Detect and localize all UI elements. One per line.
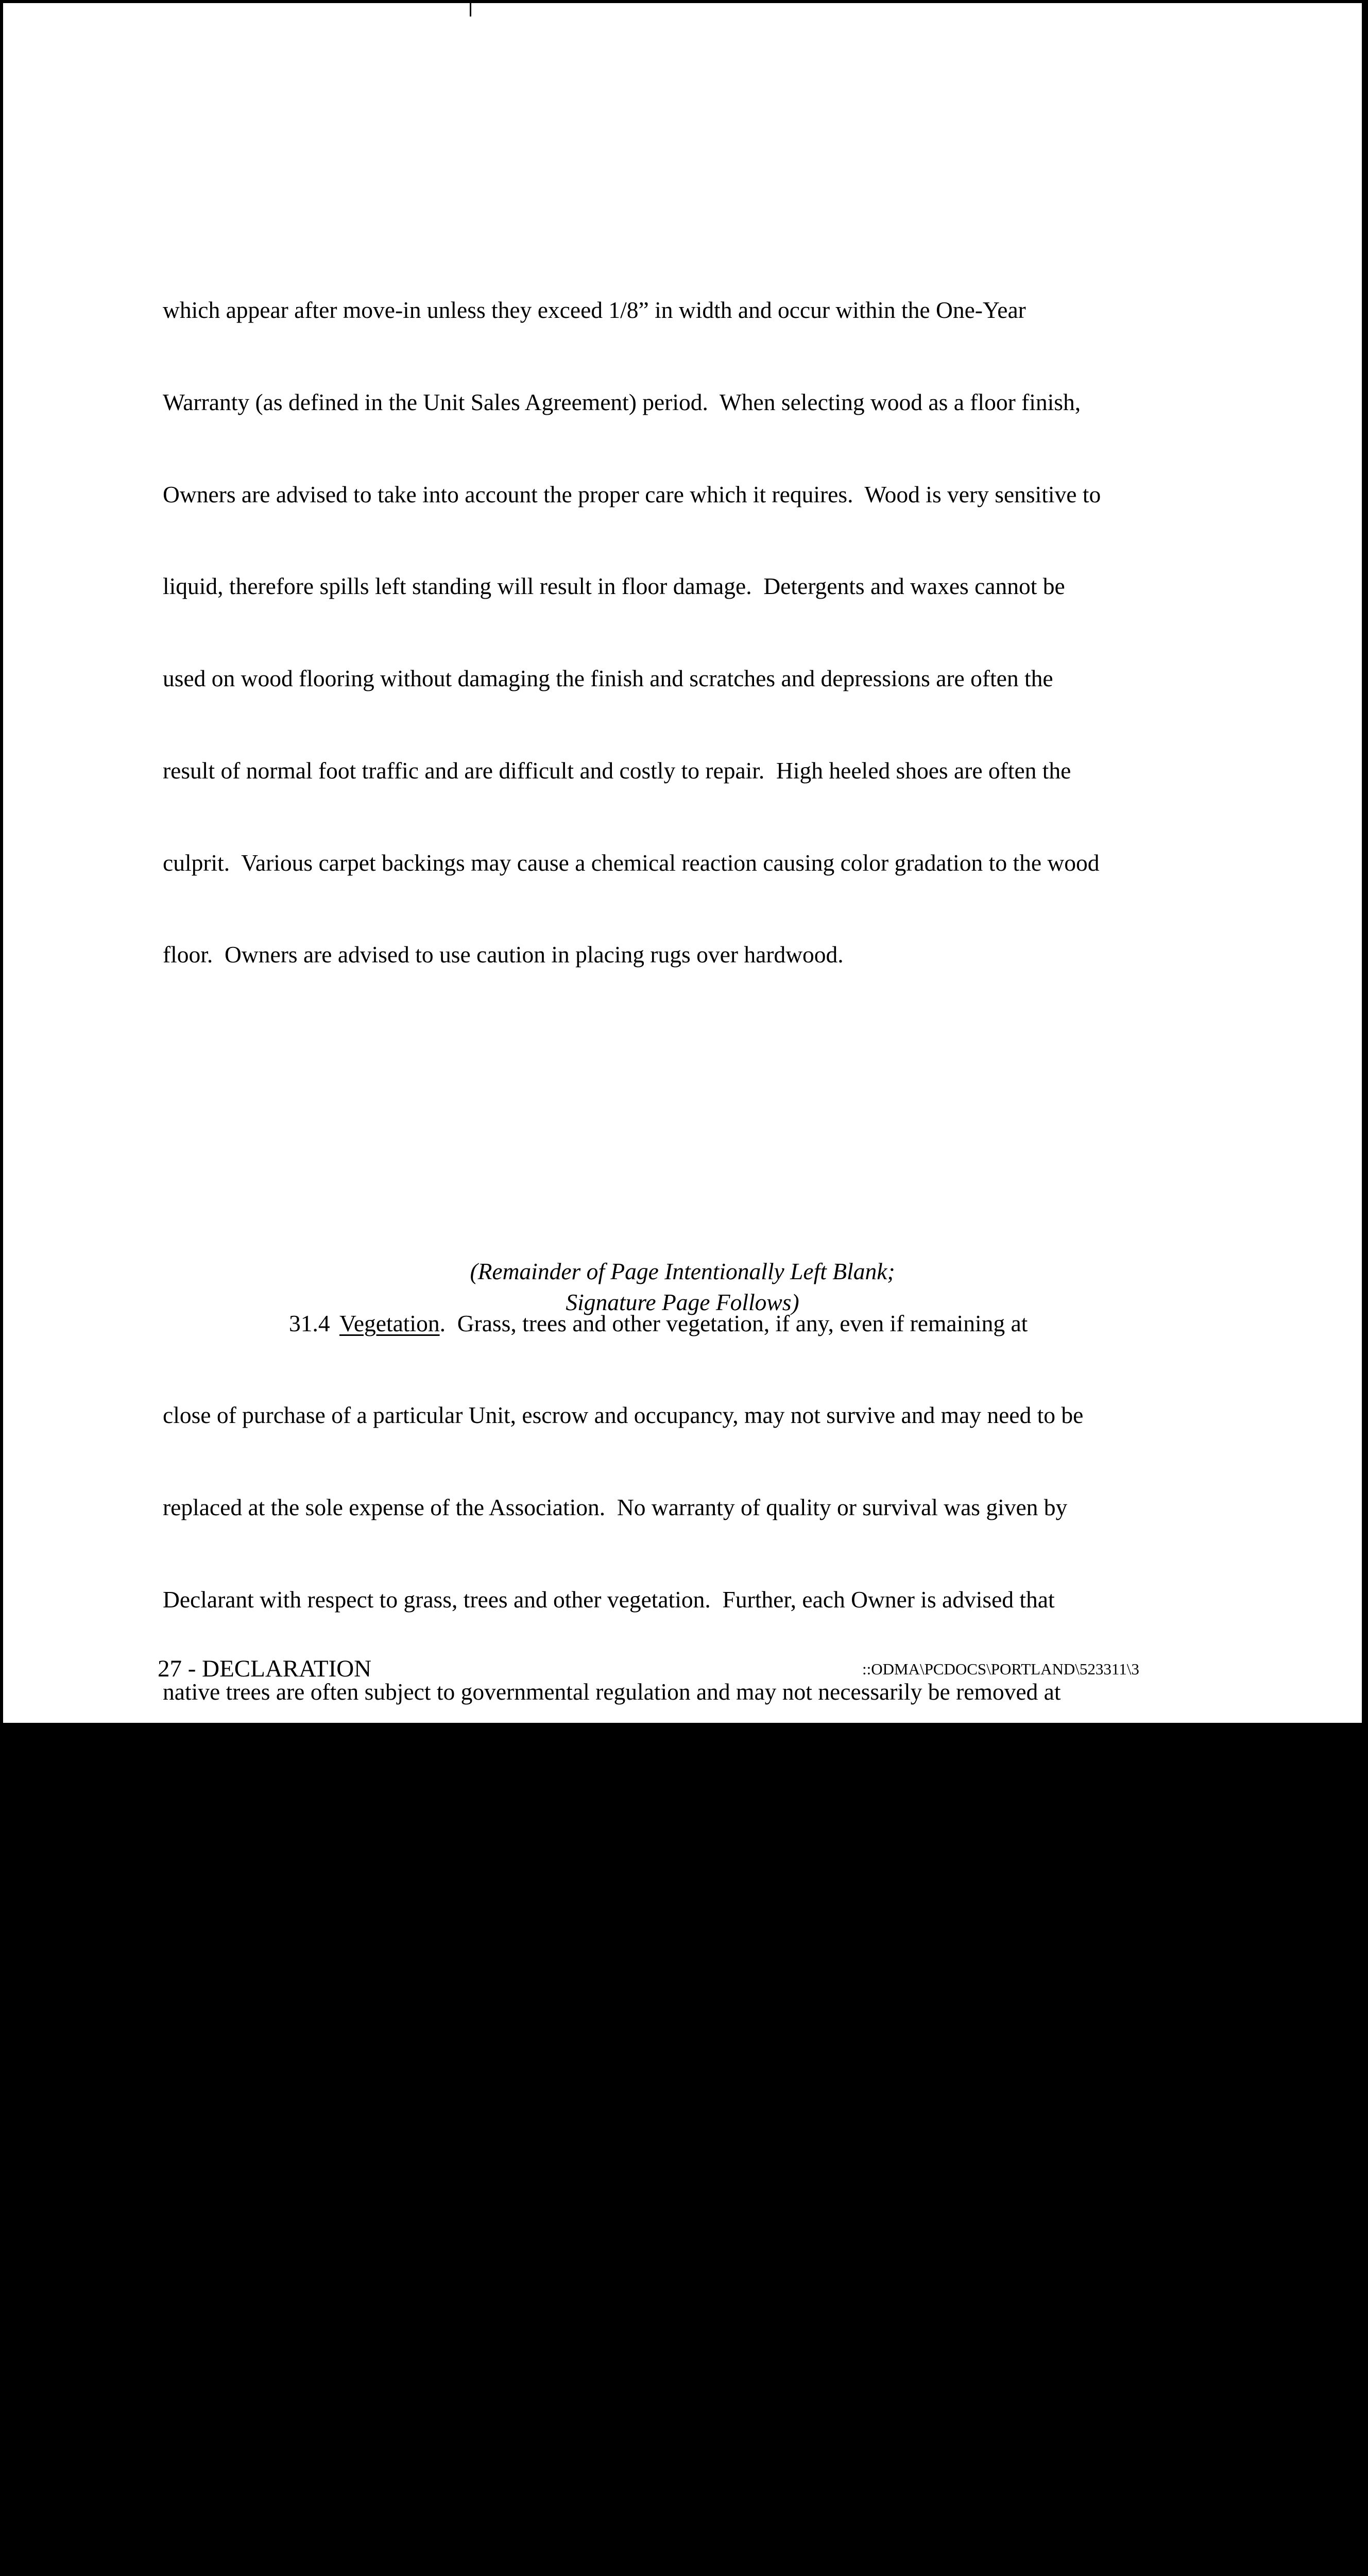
footer-page-label: 27 - DECLARATION xyxy=(158,1655,372,1682)
text-line: Owners are advised to take into account the proper care which it requires. Wood is very sensitive to xyxy=(163,481,1101,507)
text-line: floor. Owners are advised to use caution in placing rugs over hardwood. xyxy=(163,941,844,968)
text-line: Declarant made no warranty regarding soundproofing, transmission of sound between units and/or xyxy=(163,2415,1086,2442)
text-line: used on wood flooring without damaging the finish and scratches and depressions are often the xyxy=(163,665,1053,692)
text-line: liquid, therefore spills left standing will result in floor damage. Detergents and waxes cannot be xyxy=(163,573,1065,600)
section-number: 31.5 xyxy=(289,2139,330,2165)
section-title: Vegetation xyxy=(339,1310,440,1336)
text-line: culprit. Various carpet backings may cause a chemical reaction causing color gradation to the wood xyxy=(163,849,1100,876)
text-line: will. xyxy=(163,1770,206,1797)
paragraph-gap xyxy=(163,1953,1203,1984)
document-page xyxy=(3,3,1362,2534)
text-line: result of normal foot traffic and are difficult and costly to repair. High heeled shoes are often the xyxy=(163,757,1071,784)
section-heading-line xyxy=(163,2137,1203,2168)
section-title: Sound Transmission xyxy=(343,2139,534,2165)
section-heading-text: . Grass, trees and other vegetation, if any, even if remaining at xyxy=(439,1310,1028,1336)
remainder-note-line: Signature Page Follows) xyxy=(566,1289,799,1315)
footer-doc-path: ::ODMA\PCDOCS\PORTLAND\523311\3 xyxy=(862,1660,1139,1678)
document-body xyxy=(163,141,1203,2576)
text-line: that on occasion these sounds are heard in normal conditions with typical noise levels, that xyxy=(163,2323,1012,2350)
section-31-4 xyxy=(163,1246,1203,1860)
text-line: Declarant with respect to grass, trees and other vegetation. Further, each Owner is advised that xyxy=(163,1586,1055,1613)
text-line: which appear after move-in unless they exceed 1/8” in width and occur within the One-Year xyxy=(163,296,1026,323)
remainder-note xyxy=(3,1256,1362,1318)
text-line: native trees are often subject to governmental regulation and may not necessarily be removed at xyxy=(163,1678,1061,1705)
section-number: 31.4 xyxy=(289,1310,330,1336)
text-line: levels or adequacy of sound insulation, and that transmission of sound between Units shall not be xyxy=(163,2507,1075,2534)
scan-mark xyxy=(470,3,471,16)
section-31-5 xyxy=(163,2075,1203,2576)
text-line: acknowledges and agrees that it is normal to experience some transmission of sound between Units, xyxy=(163,2231,1100,2258)
text-line: close of purchase of a particular Unit, escrow and occupancy, may not survive and may need to be xyxy=(163,1402,1084,1429)
text-line: Warranty (as defined in the Unit Sales Agreement) period. When selecting wood as a floor finish, xyxy=(163,388,1081,415)
paragraph-continuation xyxy=(163,233,1203,1031)
remainder-note-line: (Remainder of Page Intentionally Left Blank; xyxy=(470,1258,895,1284)
paragraph-gap xyxy=(163,1124,1203,1155)
text-line: replaced at the sole expense of the Association. No warranty of quality or survival was given by xyxy=(163,1494,1068,1521)
section-heading-text: . As provided in the Unit Sales Agreement, each Owner xyxy=(534,2139,1060,2165)
